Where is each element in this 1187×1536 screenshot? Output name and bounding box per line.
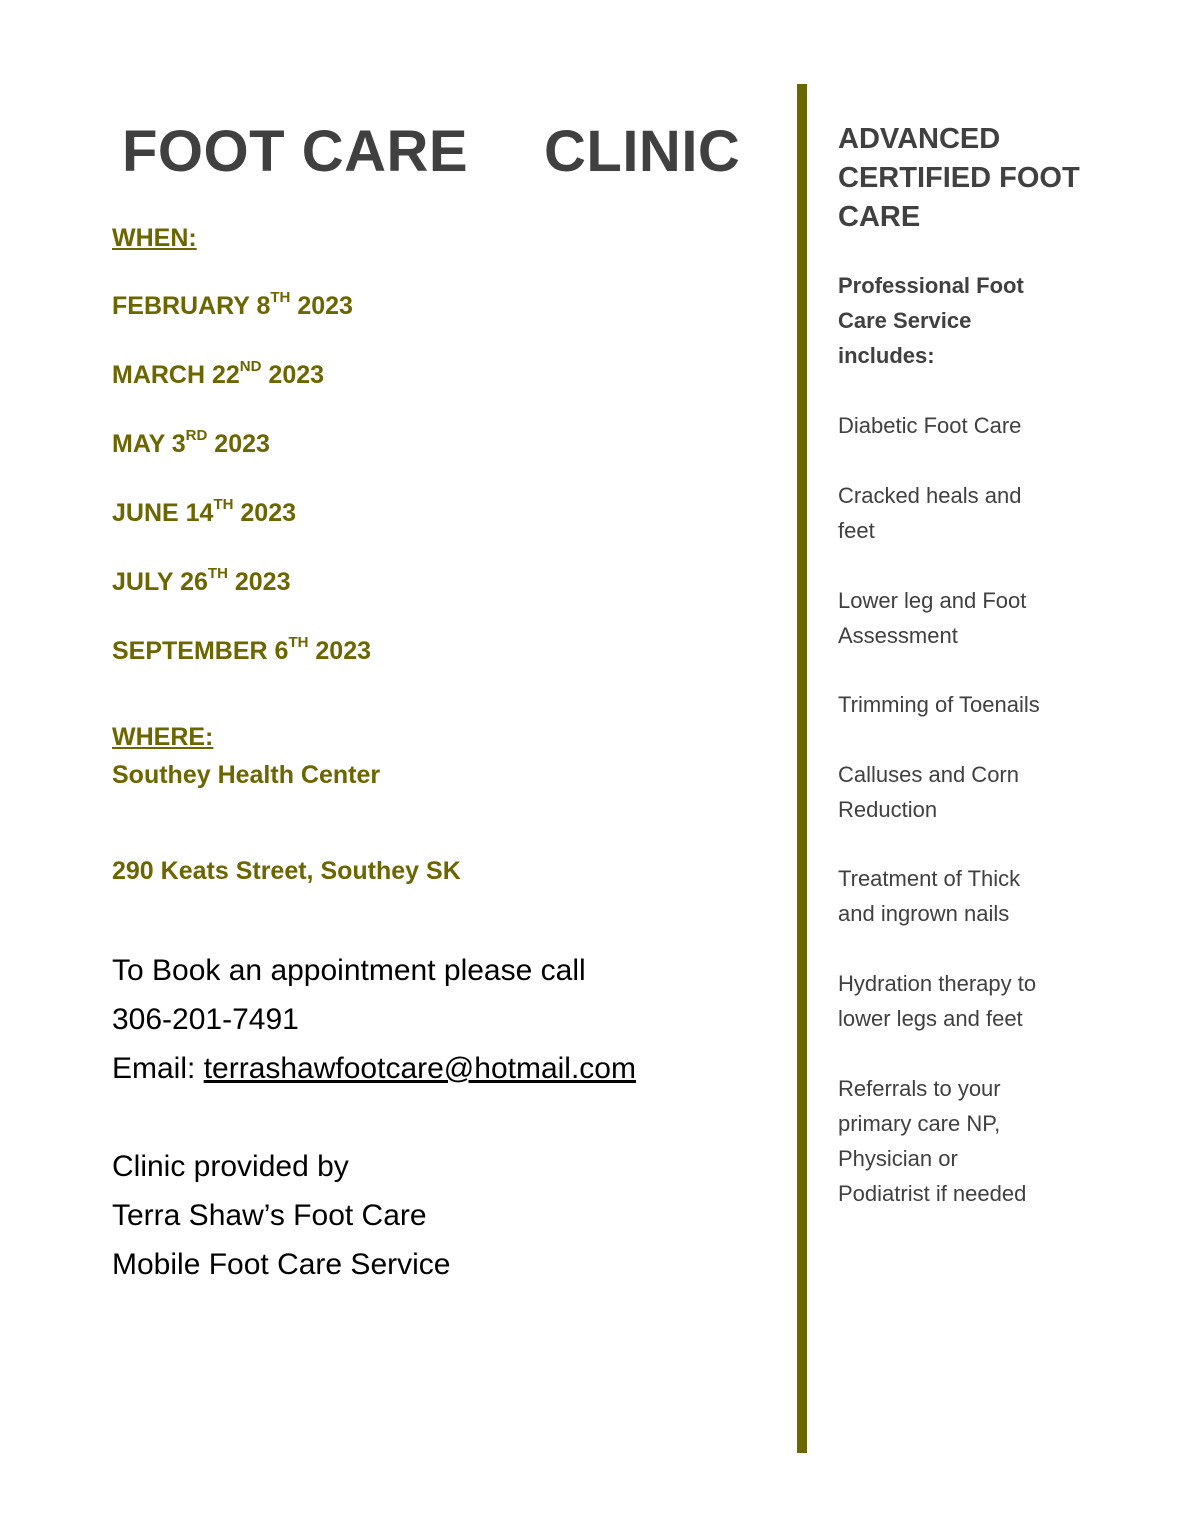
service-line: Lower leg and Foot	[838, 588, 1027, 613]
service-line: Hydration therapy to	[838, 971, 1037, 996]
service-item	[838, 966, 1036, 1036]
date-item	[112, 634, 372, 666]
service-line: lower legs and feet	[838, 1006, 1023, 1031]
vertical-divider	[797, 84, 807, 1453]
date-day: FEBRUARY 8	[112, 292, 271, 320]
service-item	[838, 687, 1040, 722]
date-day: JUNE 14	[112, 499, 214, 527]
date-day: SEPTEMBER 6	[112, 637, 289, 665]
sidebar-subheading-line: includes:	[838, 343, 935, 368]
date-year: 2023	[297, 292, 353, 320]
sidebar-subheading-line: Professional Foot	[838, 273, 1024, 298]
provider-line-2: Terra Shaw’s Foot Care	[112, 1199, 427, 1232]
sidebar-heading	[838, 120, 1080, 237]
date-suffix: TH	[270, 289, 291, 306]
date-item	[112, 565, 291, 597]
service-line: Assessment	[838, 623, 958, 648]
date-year: 2023	[315, 637, 372, 665]
service-item	[838, 408, 1021, 443]
sidebar-heading-line: CERTIFIED FOOT	[838, 162, 1080, 194]
service-line: Referrals to your	[838, 1076, 1001, 1101]
service-line: Diabetic Foot Care	[838, 413, 1022, 438]
when-label: WHEN:	[112, 224, 197, 252]
date-suffix: RD	[185, 427, 208, 444]
date-year: 2023	[214, 430, 270, 458]
date-year: 2023	[268, 361, 325, 389]
date-day: MARCH 22	[112, 361, 240, 389]
date-item	[112, 496, 297, 528]
service-item	[838, 1071, 1026, 1211]
service-item	[838, 757, 1019, 827]
date-year: 2023	[240, 499, 297, 527]
address: 290 Keats Street, Southey SK	[112, 857, 461, 885]
service-line: Reduction	[838, 797, 938, 822]
date-item	[112, 358, 325, 390]
service-item	[838, 861, 1020, 931]
where-label: WHERE:	[112, 723, 214, 751]
date-item	[112, 427, 270, 459]
date-suffix: ND	[239, 358, 262, 375]
service-line: Calluses and Corn	[838, 762, 1019, 787]
title-clinic: CLINIC	[544, 119, 741, 184]
provider-line-1: Clinic provided by	[112, 1150, 349, 1183]
sidebar-heading-line: ADVANCED	[838, 123, 1001, 155]
service-item	[838, 583, 1026, 653]
date-suffix: TH	[207, 565, 228, 582]
service-line: Treatment of Thick	[838, 866, 1021, 891]
service-line: Physician or	[838, 1146, 958, 1171]
service-line: primary care NP,	[838, 1111, 1001, 1136]
date-suffix: TH	[288, 634, 309, 651]
service-line: feet	[838, 518, 875, 543]
date-day: JULY 26	[112, 568, 208, 596]
booking-text: To Book an appointment please call	[112, 954, 586, 987]
date-item	[112, 289, 353, 321]
service-line: and ingrown nails	[838, 901, 1010, 926]
provider-line-3: Mobile Foot Care Service	[112, 1248, 451, 1281]
service-line: Podiatrist if needed	[838, 1181, 1027, 1206]
venue: Southey Health Center	[112, 761, 381, 789]
email-label: Email:	[112, 1052, 204, 1085]
sidebar-subheading	[838, 268, 1024, 373]
date-day: MAY 3	[112, 430, 186, 458]
email-link[interactable]: terrashawfootcare@hotmail.com	[203, 1052, 636, 1085]
service-line: Trimming of Toenails	[838, 692, 1040, 717]
date-year: 2023	[234, 568, 291, 596]
phone-number: 306-201-7491	[112, 1003, 299, 1036]
service-item	[838, 478, 1021, 548]
service-line: Cracked heals and	[838, 483, 1022, 508]
date-suffix: TH	[213, 496, 234, 513]
sidebar-subheading-line: Care Service	[838, 308, 972, 333]
email-line	[112, 1044, 636, 1093]
title-foot-care: FOOT CARE	[122, 119, 469, 184]
sidebar-heading-line: CARE	[838, 201, 921, 233]
